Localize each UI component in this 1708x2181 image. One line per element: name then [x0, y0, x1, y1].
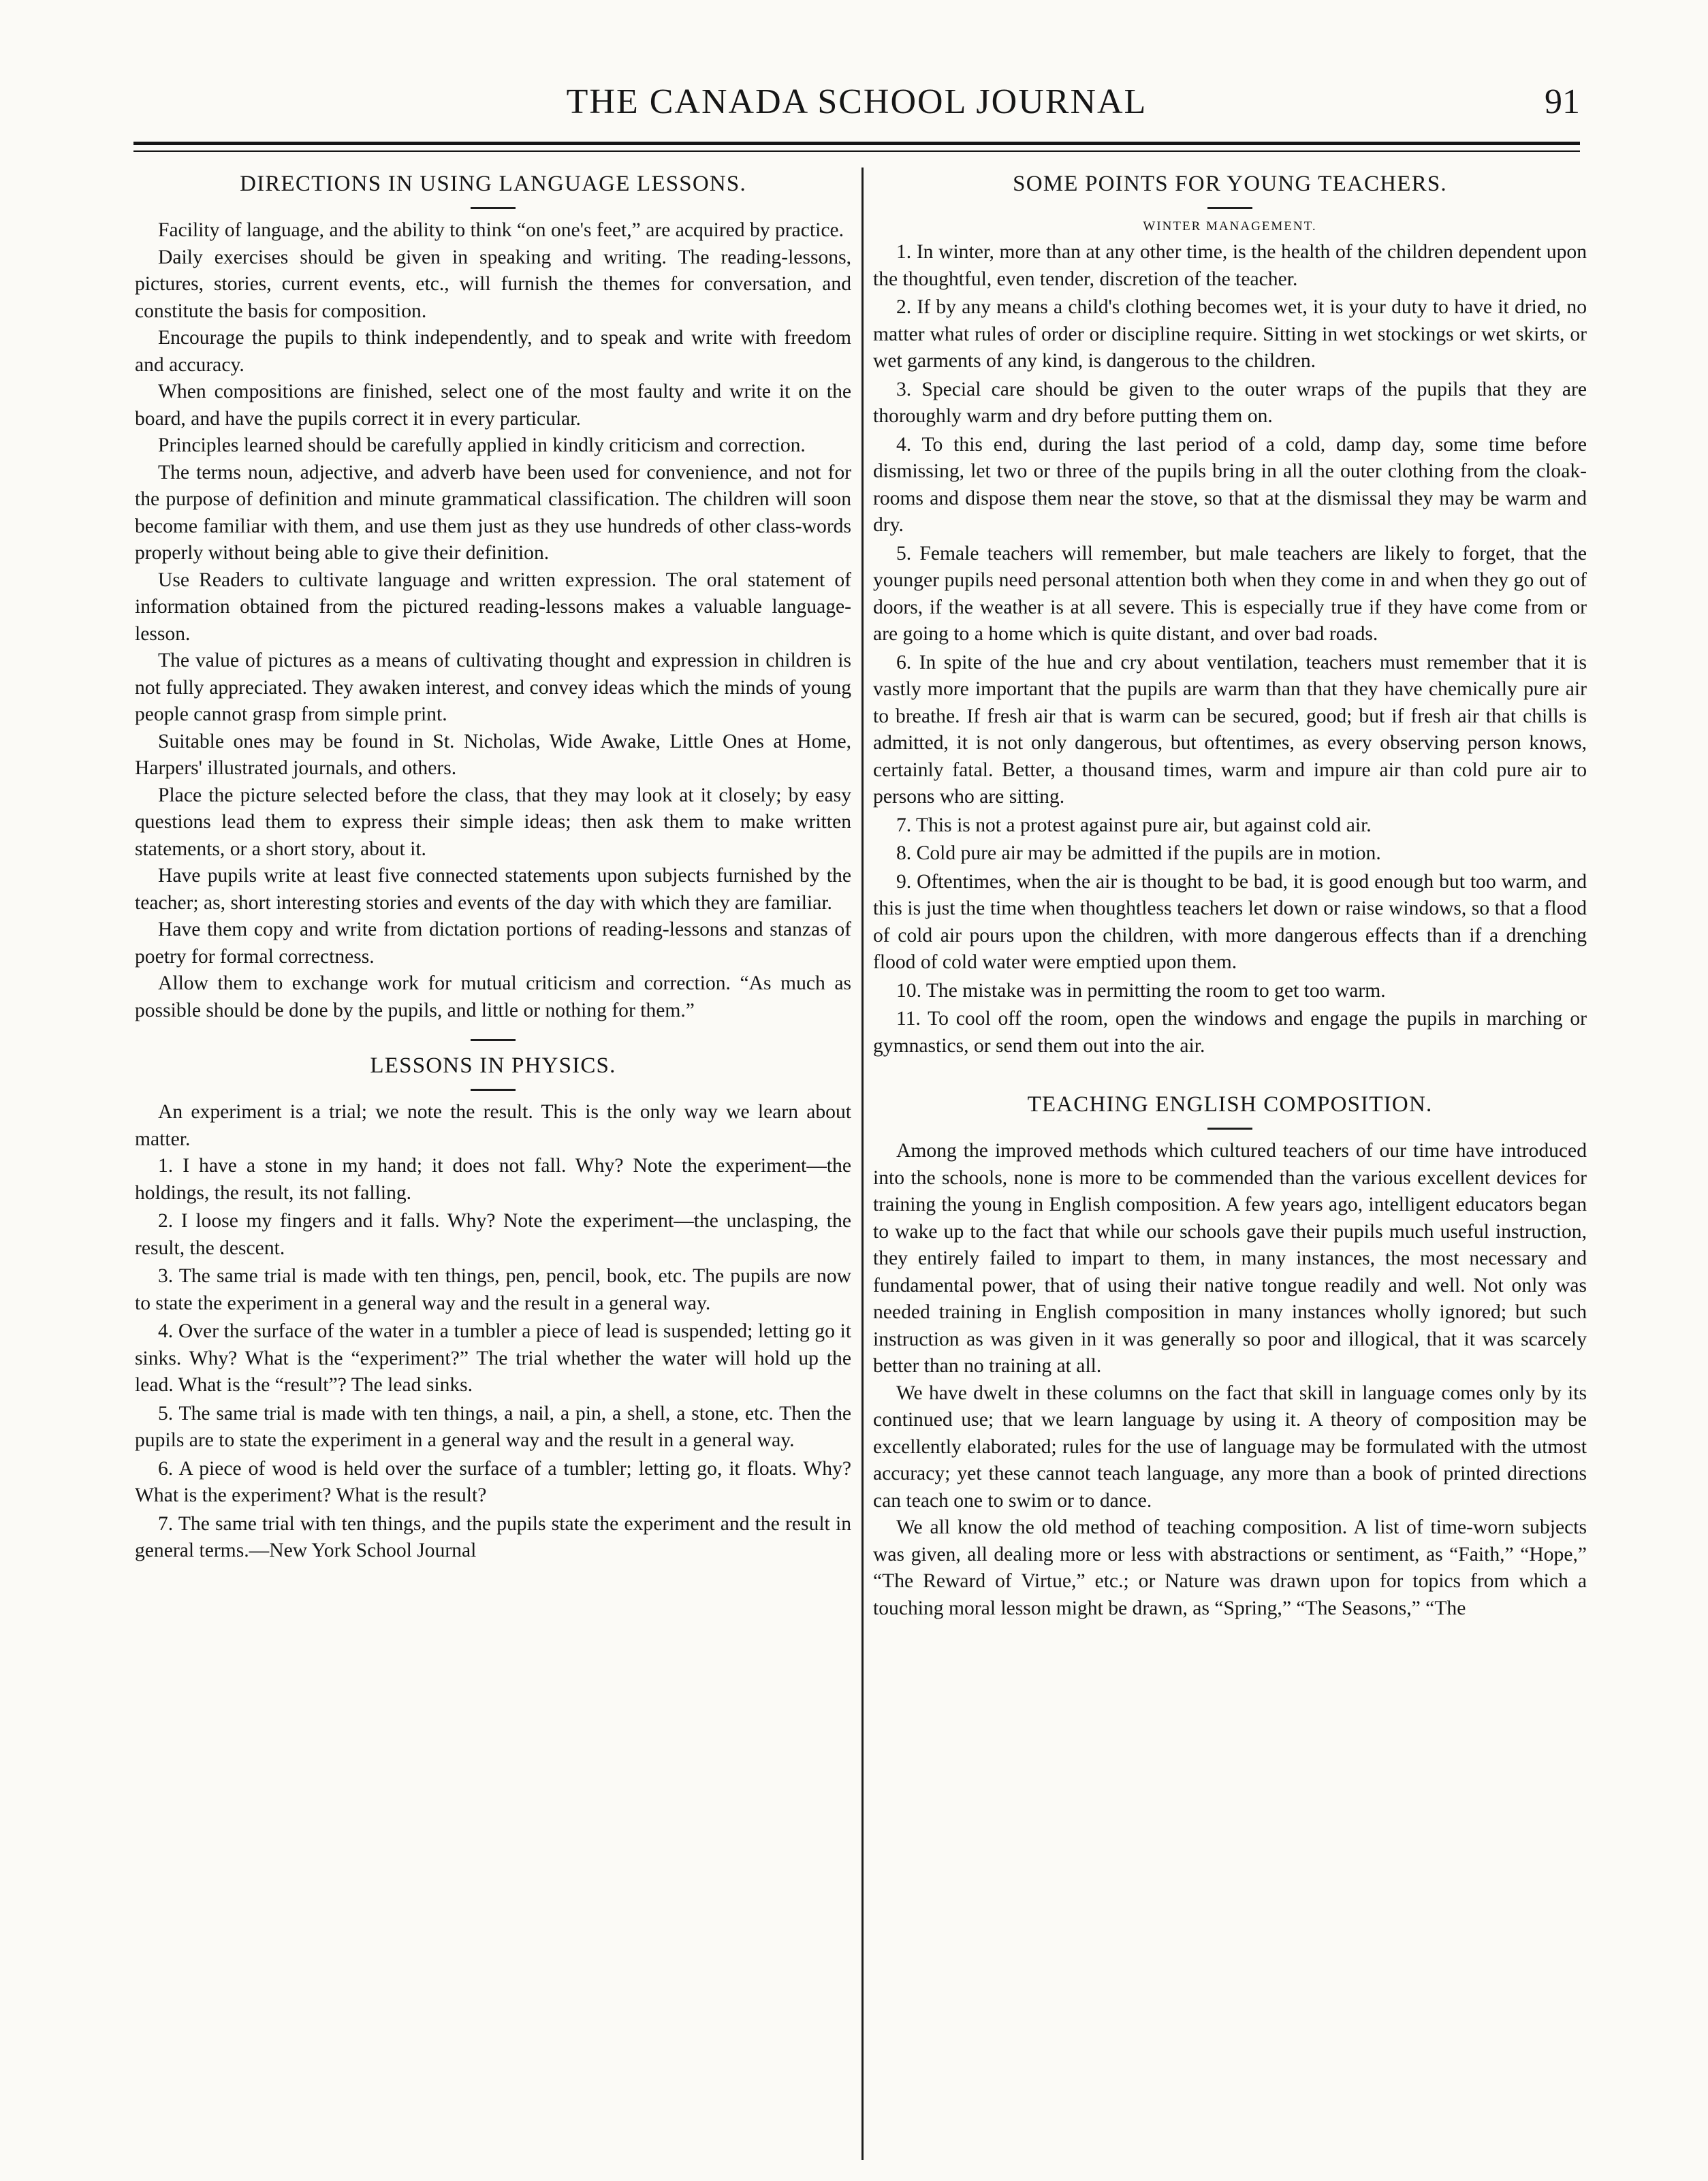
article-language-lessons	[135, 168, 851, 1024]
paragraph: Place the picture selected before the class, that they may look at it closely; by easy questions lead them to express their simple ideas; then ask them to make written statements, or a short story, about it.	[135, 784, 851, 860]
paragraph: Principles learned should be carefully applied in kindly criticism and correction.	[158, 434, 806, 456]
right-column	[873, 168, 1587, 2163]
article-title: SOME POINTS FOR YOUNG TEACHERS.	[1013, 172, 1447, 196]
masthead	[133, 80, 1580, 135]
paragraph: The value of pictures as a means of cultivating thought and expression in children is not fully appreciated. They awaken interest, and convey ideas which the minds of young people cannot grasp from simple print.	[135, 650, 851, 725]
paragraph: 1. I have a stone in my hand; it does not fall. Why? Note the experiment—the holdings, the result, its not falling.	[135, 1155, 851, 1204]
paragraph: Allow them to exchange work for mutual criticism and correction. “As much as possible should be done by the pupils, and little or nothing for them.”	[135, 972, 851, 1021]
section-gap	[873, 1061, 1587, 1088]
paragraph: An experiment is a trial; we note the result. This is the only way we learn about matter.	[135, 1101, 851, 1150]
left-column	[135, 168, 851, 2163]
paragraph: 8. Cold pure air may be admitted if the pupils are in motion.	[896, 842, 1381, 864]
paragraph: Have them copy and write from dictation portions of reading-lessons and stanzas of poetry for formal correctness.	[135, 919, 851, 968]
journal-title: THE CANADA SCHOOL JOURNAL	[566, 82, 1148, 121]
page-number: 91	[1545, 82, 1580, 121]
article-subtitle: WINTER MANAGEMENT.	[1143, 219, 1317, 234]
section-separator	[471, 1039, 516, 1041]
paragraph: 2. I loose my fingers and it falls. Why? Note the experiment—the unclasping, the result, the descent.	[135, 1210, 851, 1259]
paragraph: 7. The same trial with ten things, and the pupils state the experiment and the result in general terms.—New York School Journal	[135, 1512, 851, 1561]
title-rule	[1207, 207, 1252, 209]
paragraph: Have pupils write at least five connected statements upon subjects furnished by the teacher; as, short interesting stories and events of the day with which they are familiar.	[135, 865, 851, 914]
title-rule	[471, 1089, 516, 1091]
title-rule	[1207, 1128, 1252, 1130]
paragraph: 6. A piece of wood is held over the surface of a tumbler; letting go, it floats. Why? What is the experiment? What is the result?	[135, 1457, 851, 1506]
paragraph: Daily exercises should be given in speaking and writing. The reading-lessons, pictures, stories, current events, etc., will furnish the themes for conversation, and constitute the basis for composition.	[135, 246, 851, 322]
header-rule	[133, 142, 1580, 145]
paragraph: 11. To cool off the room, open the windows and engage the pupils in marching or gymnastics, or send them out into the air.	[873, 1008, 1587, 1057]
article-title: TEACHING ENGLISH COMPOSITION.	[1027, 1092, 1433, 1117]
article-physics-lessons	[135, 1049, 851, 1565]
article-title: DIRECTIONS IN USING LANGUAGE LESSONS.	[240, 172, 746, 196]
paragraph: 4. To this end, during the last period of a cold, damp day, some time before dismissing, let two or three of the pupils bring in all the outer clothing from the cloak-rooms and dispose them near the stove, so that at the dismissal they may be warm and dry.	[873, 433, 1587, 536]
title-rule	[471, 207, 516, 209]
paragraph: Among the improved methods which cultured teachers of our time have introduced into the schools, none is more to be commended than the various excellent devices for training the young in English composition. A few years ago, intelligent educators began to wake up to the fact that while our schools gave their pupils much useful instruction, they entirely failed to impart to them, in many instances, the most necessary and fundamental power, that of using their native tongue readily and well. Not only was needed training in English composition in many instances wholly ignored; but such instruction as was given in it was generally so poor and illogical, that it was scarcely better than no training at all.	[873, 1140, 1587, 1377]
paragraph: 10. The mistake was in permitting the room to get too warm.	[896, 979, 1386, 1002]
paragraph: 4. Over the surface of the water in a tumbler a piece of lead is suspended; letting go it sinks. Why? What is the “experiment?” The trial whether the water will hold up the lead. What is the “result”? The lead sinks.	[135, 1320, 851, 1396]
header-rule-thin	[133, 150, 1580, 152]
paragraph: 1. In winter, more than at any other time, is the health of the children dependent upon the thoughtful, even tender, discretion of the teacher.	[873, 241, 1587, 290]
paragraph: 3. The same trial is made with ten things, pen, pencil, book, etc. The pupils are now to state the experiment in a general way and the result in a general way.	[135, 1265, 851, 1314]
paragraph: When compositions are finished, select one of the most faulty and write it on the board, and have the pupils correct it in every particular.	[135, 381, 851, 430]
paragraph: We have dwelt in these columns on the fact that skill in language comes only by its continued use; that we learn language by using it. A theory of composition may be excellently elaborated; rules for the use of language may be formulated with the utmost accuracy; yet these cannot teach language, any more than a book of printed directions can teach one to swim or to dance.	[873, 1382, 1587, 1512]
paragraph: Facility of language, and the ability to think “on one's feet,” are acquired by practice.	[158, 219, 844, 241]
paragraph: We all know the old method of teaching composition. A list of time-worn subjects was given, all dealing more or less with abstractions or sentiment, as “Faith,” “Hope,” “The Reward of Virtue,” etc.; or Nature was drawn upon for topics from which a touching moral lesson might be drawn, as “Spring,” “The Seasons,” “The	[873, 1516, 1587, 1619]
paragraph: 3. Special care should be given to the outer wraps of the pupils that they are thoroughly warm and dry before putting them on.	[873, 378, 1587, 427]
paragraph: 9. Oftentimes, when the air is thought to be bad, it is good enough but too warm, and this is just the time when thoughtless teachers let down or raise windows, so that a flood of cold air pours upon the children, with more dangerous effects than if a drenching flood of cold water were emptied upon them.	[873, 870, 1587, 973]
article-title: LESSONS IN PHYSICS.	[370, 1053, 616, 1078]
paragraph: 6. In spite of the hue and cry about ventilation, teachers must remember that it is vastly more important that the pupils are warm than that they have chemically pure air to breathe. If fresh air that is warm can be secured, good; but if fresh air that chills is admitted, it is not only dangerous, but oftentimes, as every observing person knows, certainly fatal. Better, a thousand times, warm and impure air than cold pure air to persons who are sitting.	[873, 651, 1587, 808]
paragraph: 5. Female teachers will remember, but male teachers are likely to forget, that the younger pupils need personal attention both when they come in and when they go out of doors, if the weather is at all severe. This is especially true if they have come from or are going to a home which is quite distant, and over bad roads.	[873, 542, 1587, 645]
paragraph: The terms noun, adjective, and adverb have been used for convenience, and not for the purpose of definition and minute grammatical classification. The children will soon become familiar with them, and use them just as they use hundreds of other class-words properly without being able to give their definition.	[135, 461, 851, 564]
paragraph: Suitable ones may be found in St. Nicholas, Wide Awake, Little Ones at Home, Harpers' illustrated journals, and others.	[135, 730, 851, 779]
paragraph: 2. If by any means a child's clothing becomes wet, it is your duty to have it dried, no matter what rules of order or discipline require. Sitting in wet stockings or wet skirts, or wet garments of any kind, is dangerous to the children.	[873, 296, 1587, 372]
article-young-teachers	[873, 168, 1587, 1060]
article-english-composition	[873, 1088, 1587, 1622]
paragraph: Encourage the pupils to think independently, and to speak and write with freedom and accuracy.	[135, 327, 851, 376]
paragraph: 7. This is not a protest against pure air, but against cold air.	[896, 814, 1372, 836]
paragraph: Use Readers to cultivate language and written expression. The oral statement of information obtained from the pictured reading-lessons makes a valuable language-lesson.	[135, 569, 851, 645]
column-divider	[861, 168, 864, 2160]
paragraph: 5. The same trial is made with ten things, a nail, a pin, a shell, a stone, etc. Then the pupils are to state the experiment in a general way and the result in a general way.	[135, 1402, 851, 1451]
